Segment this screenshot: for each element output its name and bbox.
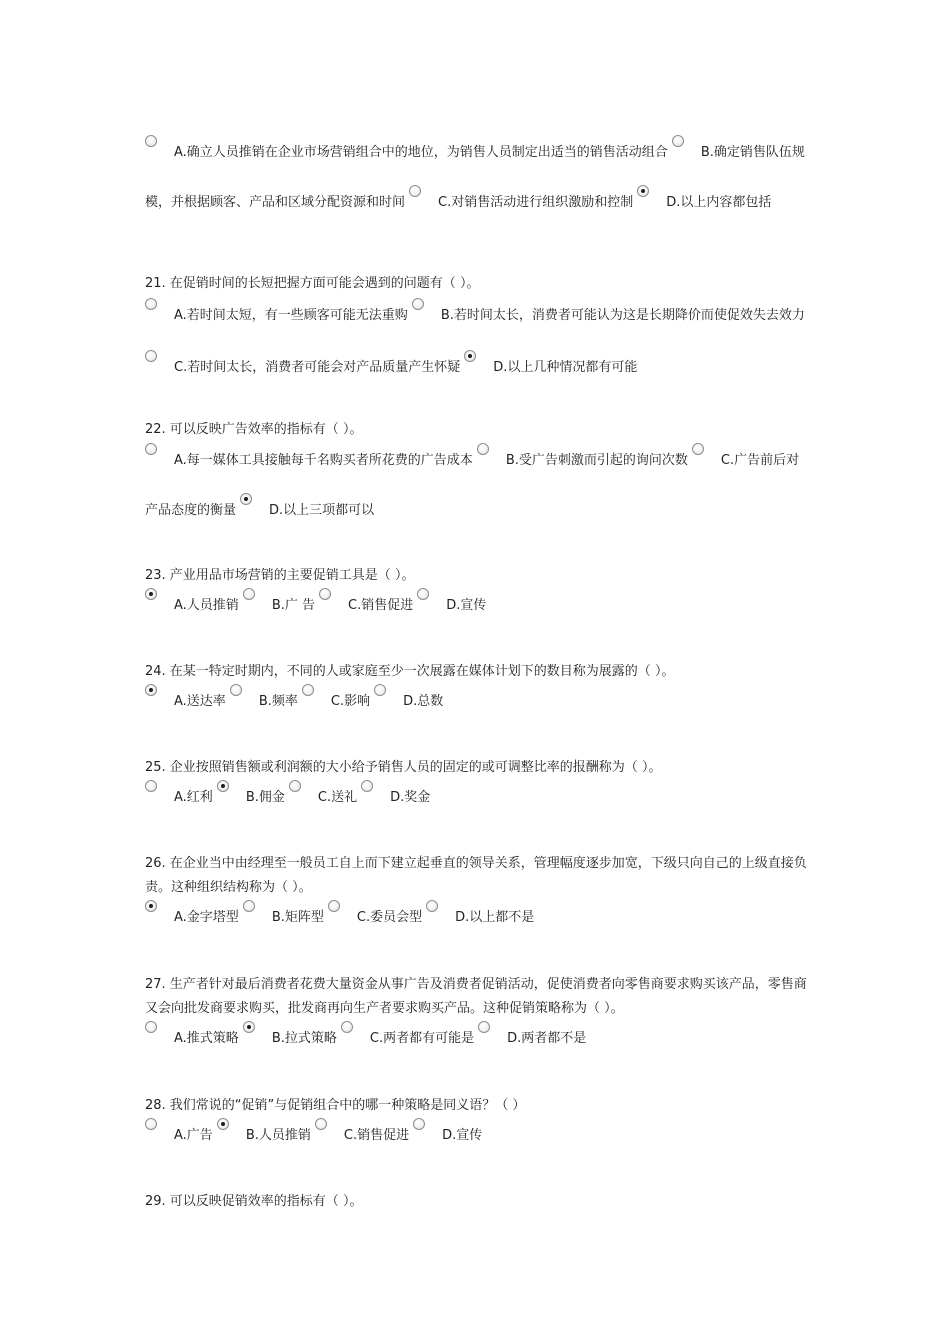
option-label: B.广 告 [271,598,315,613]
option-label: C.两者都有可能是 [369,1031,475,1046]
q25-option-b[interactable] [217,790,289,805]
q27-option-b[interactable] [243,1031,341,1046]
q27-option-d[interactable] [478,1031,590,1046]
question-28 [145,1094,810,1153]
question-28-options [145,1118,810,1153]
q21-option-b[interactable] [412,308,809,323]
q25-option-c[interactable] [289,790,361,805]
option-label: A.送达率 [174,694,226,709]
option-label: B.频率 [258,694,298,709]
q24-option-c[interactable] [302,694,374,709]
q22-option-a[interactable] [145,453,477,468]
radio-button[interactable] [145,780,157,792]
option-label: A.人员推销 [174,598,239,613]
radio-button[interactable] [145,1021,157,1033]
question-24-options [145,684,810,719]
question-28-title: 28. 我们常说的“促销”与促销组合中的哪一种策略是同义语？（ ） [145,1098,526,1113]
question-26-title: 26. 在企业当中由经理至一般员工自上而下建立起垂直的领导关系，管理幅度逐步加宽，下级只向自己的上级直接负责。这种组织结构称为（ ）。 [145,856,807,895]
q20-option-d[interactable] [637,195,775,210]
option-label: A.确立人员推销在企业市场营销组合中的地位，为销售人员制定出适当的销售活动组合 [174,145,668,160]
option-label: D.宣传 [446,598,487,613]
question-24-title: 24. 在某一特定时期内，不同的人或家庭至少一次展露在媒体计划下的数目称为展露的（ ）。 [145,664,675,679]
radio-button[interactable] [412,298,424,310]
q28-option-b[interactable] [217,1128,315,1143]
radio-button[interactable] [217,1118,229,1130]
radio-button[interactable] [302,684,314,696]
option-label: D.总数 [403,694,444,709]
radio-button[interactable] [409,185,421,197]
radio-button[interactable] [145,900,157,912]
question-29-title: 29. 可以反映促销效率的指标有（ ）。 [145,1194,363,1209]
radio-button[interactable] [477,443,489,455]
question-21-options [145,290,810,394]
question-25-title: 25. 企业按照销售额或利润额的大小给予销售人员的固定的或可调整比率的报酬称为（ ）。 [145,760,662,775]
q26-option-c[interactable] [328,910,426,925]
question-29 [145,1190,810,1214]
radio-button[interactable] [145,588,157,600]
q27-option-c[interactable] [341,1031,478,1046]
question-25 [145,756,810,815]
radio-button[interactable] [361,780,373,792]
radio-button[interactable] [243,900,255,912]
option-label: C.销售促进 [348,598,414,613]
q23-option-b[interactable] [243,598,319,613]
question-25-options [145,780,810,815]
q25-option-d[interactable] [361,790,434,805]
radio-button[interactable] [692,443,704,455]
q27-option-a[interactable] [145,1031,243,1046]
option-label: B.人员推销 [245,1128,311,1143]
question-22 [145,418,810,536]
radio-button[interactable] [145,135,157,147]
q20-option-a[interactable] [145,145,672,160]
q26-option-b[interactable] [243,910,328,925]
question-26-options [145,900,810,935]
q26-option-a[interactable] [145,910,243,925]
question-24 [145,660,810,719]
q21-option-c[interactable] [145,360,464,375]
option-label: D.以上内容都包括 [666,195,772,210]
question-23 [145,564,810,623]
option-label: C.委员会型 [356,910,423,925]
question-27-options [145,1021,810,1056]
radio-button[interactable] [240,493,252,505]
q25-option-a[interactable] [145,790,217,805]
q24-option-b[interactable] [230,694,302,709]
question-26 [145,852,810,935]
question-22-title: 22. 可以反映广告效率的指标有（ ）。 [145,422,363,437]
option-label: D.以上都不是 [455,910,535,925]
option-label: A.推式策略 [174,1031,239,1046]
option-label: B.受广告刺激而引起的询问次数 [505,453,688,468]
radio-button[interactable] [243,588,255,600]
option-label: D.两者都不是 [507,1031,587,1046]
radio-button[interactable] [478,1021,490,1033]
q20-option-c[interactable] [409,195,637,210]
radio-button[interactable] [417,588,429,600]
option-label: D.以上几种情况都有可能 [493,360,638,375]
radio-button[interactable] [230,684,242,696]
q24-option-d[interactable] [374,694,447,709]
radio-button[interactable] [145,443,157,455]
radio-button[interactable] [637,185,649,197]
radio-button[interactable] [319,588,331,600]
q21-option-a[interactable] [145,308,412,323]
q24-option-a[interactable] [145,694,230,709]
question-21 [145,272,810,394]
q23-option-c[interactable] [319,598,417,613]
option-label: C.销售促进 [343,1128,410,1143]
option-label: C.若时间太长，消费者可能会对产品质量产生怀疑 [174,360,461,375]
radio-button[interactable] [328,900,340,912]
question-22-options [145,436,810,536]
radio-button[interactable] [145,298,157,310]
option-label: D.宣传 [442,1128,483,1143]
option-label: B.佣金 [245,790,285,805]
option-label: B.若时间太长，消费者可能认为这是长期降价而使促效失去效力 [440,308,805,323]
option-label: A.广告 [174,1128,213,1143]
radio-button[interactable] [217,780,229,792]
question-27 [145,973,810,1056]
option-label: A.每一媒体工具接触每千名购买者所花费的广告成本 [174,453,473,468]
radio-button[interactable] [413,1118,425,1130]
question-27-title: 27. 生产者针对最后消费者花费大量资金从事广告及消费者促销活动，促使消费者向零售商要求购买该产品，零售商又会向批发商要求购买，批发商再向生产者要求购买产品。这种促销策略称为（ ）。 [145,977,807,1016]
radio-button[interactable] [341,1021,353,1033]
radio-button[interactable] [426,900,438,912]
option-label: A.若时间太短，有一些顾客可能无法重购 [174,308,408,323]
q23-option-d[interactable] [417,598,490,613]
option-label: B.矩阵型 [271,910,324,925]
q23-option-a[interactable] [145,598,243,613]
q28-option-d[interactable] [413,1128,486,1143]
option-label: B.拉式策略 [271,1031,337,1046]
option-label: B.确定销售队伍规模，并根据顾客、产品和区域分配资源和时间 [145,145,805,210]
option-label: C.对销售活动进行组织激励和控制 [438,195,634,210]
radio-button[interactable] [315,1118,327,1130]
radio-button[interactable] [672,135,684,147]
radio-button[interactable] [374,684,386,696]
option-label: D.奖金 [390,790,431,805]
radio-button[interactable] [145,350,157,362]
option-label: C.影响 [330,694,371,709]
radio-button[interactable] [145,684,157,696]
q28-option-a[interactable] [145,1128,217,1143]
radio-button[interactable] [289,780,301,792]
question-23-title: 23. 产业用品市场营销的主要促销工具是（ ）。 [145,568,415,583]
question-23-options [145,588,810,623]
q22-option-b[interactable] [477,453,692,468]
question-21-title: 21. 在促销时间的长短把握方面可能会遇到的问题有（ ）。 [145,276,480,291]
q21-option-d[interactable] [464,360,641,375]
option-label: C.广告前后对产品态度的衡量 [145,453,800,518]
radio-button[interactable] [145,1118,157,1130]
option-label: A.金字塔型 [174,910,239,925]
q28-option-c[interactable] [315,1128,413,1143]
question-20-options [145,128,810,228]
q26-option-d[interactable] [426,910,538,925]
radio-button[interactable] [464,350,476,362]
option-label: A.红利 [174,790,213,805]
q22-option-d[interactable] [240,503,378,518]
option-label: D.以上三项都可以 [269,503,375,518]
option-label: C.送礼 [317,790,358,805]
radio-button[interactable] [243,1021,255,1033]
question-20 [145,128,810,228]
